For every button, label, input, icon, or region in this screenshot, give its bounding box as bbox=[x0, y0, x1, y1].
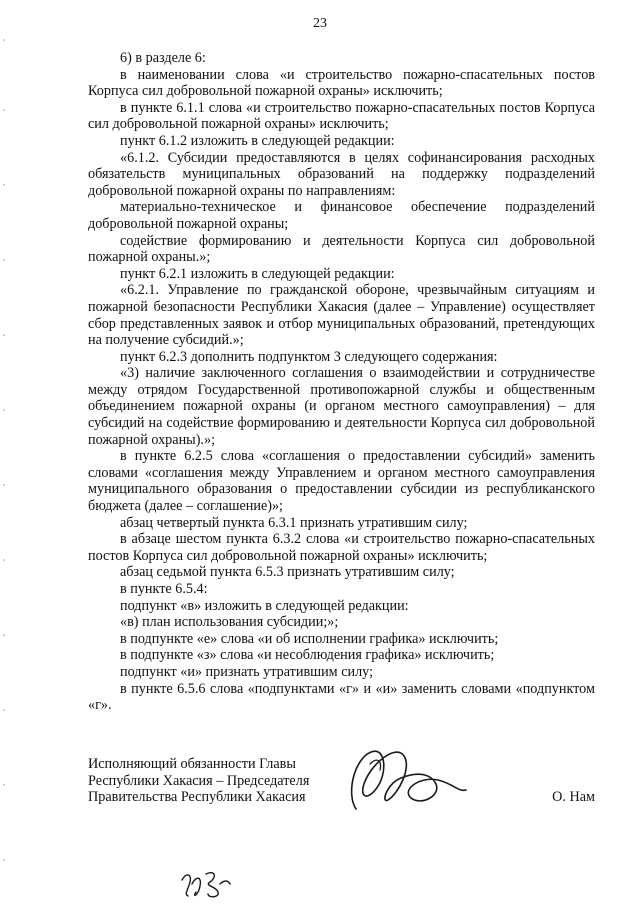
paragraph: абзац четвертый пункта 6.3.1 признать утратившим силу; bbox=[120, 514, 468, 531]
paragraph: 6) в разделе 6: bbox=[120, 50, 206, 66]
paragraph: в наименовании слова «и строительство пожарно-спасательных постов Корпуса сил добровольной пожарной охраны» исключить; bbox=[88, 66, 595, 100]
paragraph: в абзаце шестом пункта 6.3.2 слова «и строительство пожарно-спасательных постов Корпуса сил добровольной пожарной охраны» исключить; bbox=[88, 531, 595, 564]
signer-title-line: Республики Хакасия – Председателя bbox=[88, 772, 310, 789]
paragraph: в подпункте «з» слова «и несоблюдения графика» исключить; bbox=[120, 647, 495, 664]
signer-title-line: Правительства Республики Хакасия bbox=[88, 789, 306, 806]
paragraph: подпункт «в» изложить в следующей редакции: bbox=[120, 597, 409, 614]
paragraph: в подпункте «е» слова «и об исполнении графика» исключить; bbox=[120, 630, 499, 647]
paragraph: пункт 6.2.3 дополнить подпунктом 3 следующего содержания: bbox=[120, 348, 498, 365]
paragraph: «6.1.2. Субсидии предоставляются в целях софинансирования расходных обязательств муниципальных образований на поддержку подразделений добровольной пожарной охраны по направлениям: bbox=[88, 149, 595, 199]
scan-edge-dots bbox=[0, 0, 8, 905]
document-body bbox=[88, 50, 595, 714]
handwritten-signature bbox=[326, 734, 476, 824]
paragraph: «в) план использования субсидии;»; bbox=[120, 614, 339, 631]
paragraph: в пункте 6.2.5 слова «соглашения о предоставлении субсидий» заменить словами «соглашения между Управлением и органом местного самоуправления муниципального образования о предоставлении субсидии из республиканского бюджета (далее – соглашение)»; bbox=[88, 448, 595, 515]
paragraph: содействие формированию и деятельности Корпуса сил добровольной пожарной охраны.»; bbox=[88, 232, 595, 266]
paragraph: пункт 6.1.2 изложить в следующей редакции: bbox=[120, 132, 395, 149]
page-number: 23 bbox=[313, 16, 327, 31]
paragraph: в пункте 6.5.4: bbox=[120, 581, 208, 597]
paragraph: абзац седьмой пункта 6.5.3 признать утратившим силу; bbox=[120, 564, 455, 581]
paragraph: в пункте 6.5.6 слова «подпунктами «г» и «и» заменить словами «подпунктом «г». bbox=[88, 680, 595, 714]
paragraph: материально-техническое и финансовое обеспечение подразделений добровольной пожарной охраны; bbox=[88, 199, 595, 232]
signature-block bbox=[88, 756, 595, 816]
paragraph: в пункте 6.1.1 слова «и строительство пожарно-спасательных постов Корпуса сил добровольной пожарной охраны» исключить; bbox=[88, 99, 595, 133]
handwritten-initials bbox=[178, 866, 234, 900]
signer-title-line: Исполняющий обязанности Главы bbox=[88, 756, 296, 772]
paragraph: подпункт «и» признать утратившим силу; bbox=[120, 663, 374, 680]
signer-name: О. Нам bbox=[552, 789, 595, 805]
paragraph: пункт 6.2.1 изложить в следующей редакции: bbox=[120, 265, 395, 282]
paragraph: «3) наличие заключенного соглашения о взаимодействии и сотрудничестве между отрядом Государственной противопожарной службы и общественным объединением пожарной охраны (и органом местного самоуправления) – для субсидий на содействие формированию и деятельности Корпуса сил добровольной пожарной охраны).»; bbox=[88, 365, 595, 448]
paragraph: «6.2.1. Управление по гражданской обороне, чрезвычайным ситуациям и пожарной безопасности Республики Хакасия (далее – Управление) осуществляет сбор представленных заявок и отбор муниципальных образований, претендующих на получение субсидий.»; bbox=[88, 282, 595, 349]
